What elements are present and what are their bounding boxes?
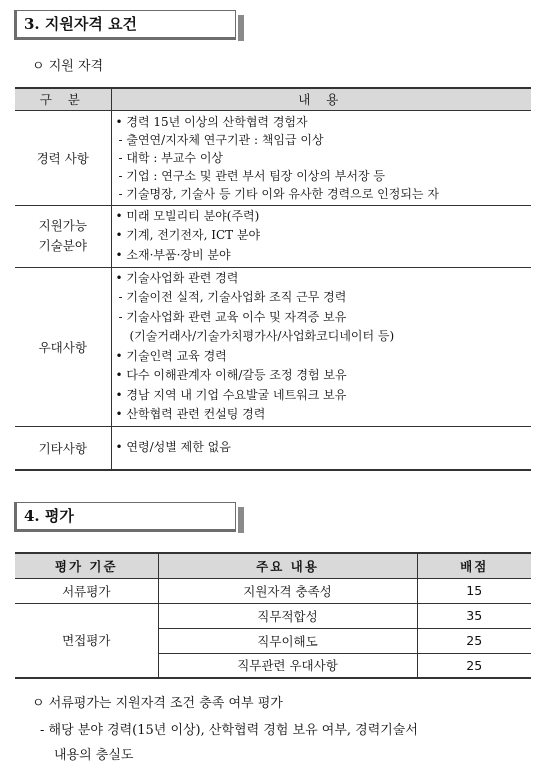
- header-content: 내 용: [111, 88, 531, 110]
- section-3-heading: [14, 10, 236, 40]
- list-item: - 기술사업화 관련 교육 이수 및 자격증 보유: [118, 309, 347, 324]
- list-item: • 경력 15년 이상의 산학협력 경험자: [115, 114, 308, 129]
- row-label-line: 지원가능: [38, 218, 87, 233]
- evaluation-note-detail: - 해당 분야 경력(15년 이상), 산학협력 경험 보유 여부, 경력기술서: [40, 723, 418, 738]
- row-label-career: 경력 사항: [36, 150, 89, 166]
- evaluation-note: ㅇ 서류평가는 지원자격 조건 충족 여부 평가: [32, 696, 283, 711]
- content-interview-understanding: 직무이해도: [158, 628, 417, 653]
- score-interview-fit: 35: [417, 603, 531, 628]
- header-criterion: 평가 기준: [54, 558, 118, 574]
- list-item: • 기술사업화 관련 경력: [115, 270, 239, 285]
- content-interview-fit: 직무적합성: [158, 603, 417, 628]
- row-content-preference: [111, 267, 531, 426]
- list-item: • 기술인력 교육 경력: [115, 348, 227, 363]
- list-item: (기술거래사/기술가치평가사/사업화코디네이터 등): [129, 329, 395, 343]
- row-label-line: 기술분야: [38, 238, 87, 253]
- section-4-title: 4. 평가: [24, 507, 74, 525]
- table-row: [15, 110, 531, 205]
- row-content-career: [111, 110, 531, 205]
- score-interview-preference: 25: [417, 653, 531, 678]
- row-content-other: [111, 426, 531, 470]
- list-item: - 기술명장, 기술사 등 기타 이와 유사한 경력으로 인정되는 자: [118, 186, 439, 201]
- table-row: [15, 426, 531, 470]
- score-interview-understanding: 25: [417, 628, 531, 653]
- table-header-row: [15, 88, 531, 110]
- header-main-content: 주요 내용: [158, 553, 417, 578]
- eligibility-table: [15, 87, 531, 471]
- row-label-other: 기타사항: [38, 440, 87, 456]
- list-item: • 연령/성별 제한 없음: [115, 440, 231, 454]
- score-document: 15: [417, 578, 531, 603]
- table-header-row: [15, 553, 531, 578]
- row-label-tech-field: [15, 205, 111, 267]
- table-row: [15, 578, 531, 603]
- evaluation-table: [15, 552, 531, 679]
- content-interview-preference: 직무관련 우대사항: [158, 653, 417, 678]
- criterion-interview: 면접평가: [15, 603, 158, 678]
- table-row: [15, 603, 531, 628]
- list-item: • 다수 이해관계자 이해/갈등 조정 경험 보유: [115, 368, 347, 382]
- row-content-tech-field: [111, 205, 531, 267]
- header-category: 구 분: [39, 92, 86, 108]
- list-item: - 출연연/지자체 연구기관 : 책임급 이상: [118, 132, 324, 147]
- list-item: - 기술이전 실적, 기술사업화 조직 근무 경력: [118, 290, 347, 304]
- header-score: 배점: [417, 553, 531, 578]
- list-item: • 소재·부품·장비 분야: [115, 247, 231, 262]
- table-row: [15, 267, 531, 426]
- eligibility-subheading: ㅇ 지원 자격: [32, 59, 104, 74]
- section-4-heading: [14, 502, 236, 532]
- list-item: - 기업 : 연구소 및 관련 부서 팀장 이상의 부서장 등: [118, 168, 385, 183]
- content-document: 지원자격 충족성: [158, 578, 417, 603]
- list-item: • 경남 지역 내 기업 수요발굴 네트워크 보유: [115, 387, 347, 402]
- table-row: [15, 205, 531, 267]
- evaluation-note-detail-cont: 내용의 충실도: [54, 748, 134, 763]
- list-item: • 기계, 전기전자, ICT 분야: [115, 228, 261, 242]
- criterion-document: 서류평가: [15, 578, 158, 603]
- row-label-preference: 우대사항: [38, 339, 87, 355]
- list-item: - 대학 : 부교수 이상: [118, 150, 224, 165]
- list-item: • 산학협력 관련 컨설팅 경력: [115, 407, 266, 421]
- list-item: • 미래 모빌리티 분야(주력): [115, 208, 260, 223]
- section-3-title: 3. 지원자격 요건: [24, 15, 138, 33]
